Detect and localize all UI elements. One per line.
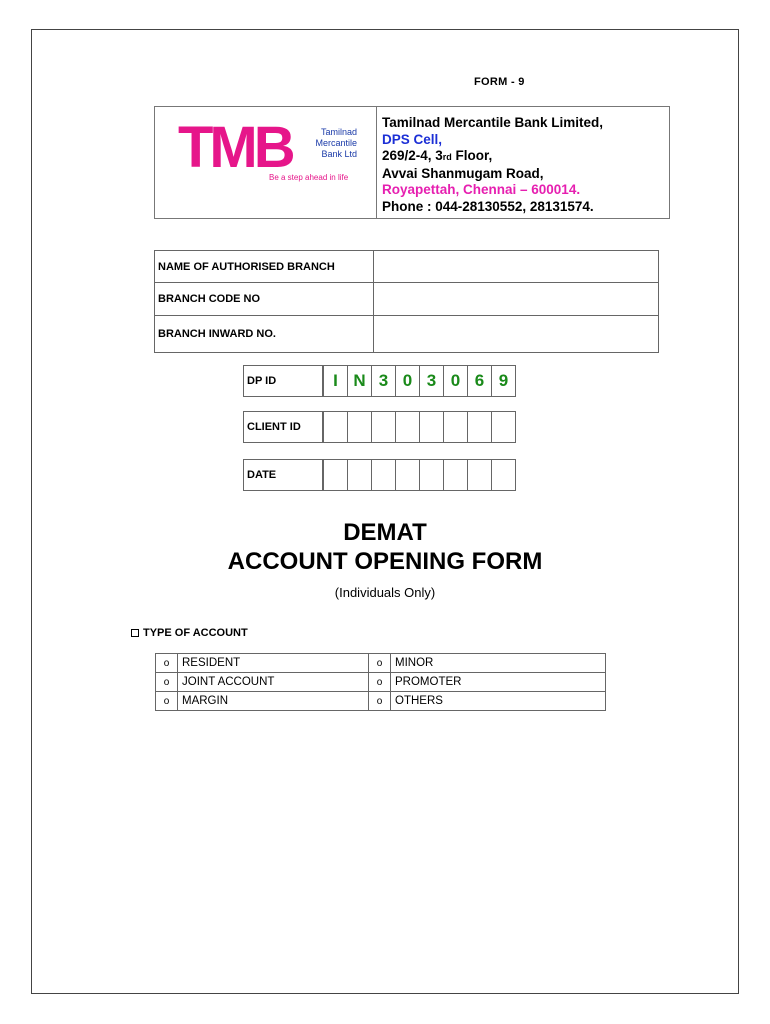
address-superscript: rd bbox=[442, 152, 452, 162]
account-option[interactable]: RESIDENT bbox=[178, 654, 369, 673]
dp-id-char: N bbox=[347, 365, 372, 397]
date-label: DATE bbox=[243, 459, 323, 491]
logo-sub-line: Mercantile bbox=[315, 138, 357, 148]
account-option[interactable]: MARGIN bbox=[178, 692, 369, 711]
branch-field-label: BRANCH CODE NO bbox=[155, 283, 374, 316]
date-box[interactable] bbox=[395, 459, 420, 491]
logo-sub-line: Bank Ltd bbox=[321, 149, 357, 159]
account-type-row bbox=[156, 692, 606, 711]
client-id-box[interactable] bbox=[419, 411, 444, 443]
dp-id-label: DP ID bbox=[243, 365, 323, 397]
date-box[interactable] bbox=[371, 459, 396, 491]
logo-bank-name bbox=[315, 127, 357, 160]
form-title-line2: ACCOUNT OPENING FORM bbox=[227, 548, 543, 575]
dp-id-char: I bbox=[323, 365, 348, 397]
type-of-account-heading bbox=[131, 627, 248, 639]
logo-sub-line: Tamilnad bbox=[320, 127, 357, 137]
type-of-account-label: TYPE OF ACCOUNT bbox=[143, 627, 248, 639]
dp-id-char: 6 bbox=[467, 365, 492, 397]
form-subtitle: (Individuals Only) bbox=[334, 585, 436, 600]
option-bullet-icon[interactable]: o bbox=[369, 673, 391, 692]
client-id-box[interactable] bbox=[395, 411, 420, 443]
address-line: Phone : 044-28130552, 28131574. bbox=[382, 198, 594, 214]
branch-code-field[interactable] bbox=[374, 283, 659, 316]
address-line: Avvai Shanmugam Road, bbox=[382, 165, 544, 181]
account-option[interactable]: OTHERS bbox=[391, 692, 606, 711]
header-divider bbox=[376, 107, 377, 218]
date-boxes bbox=[324, 459, 516, 491]
form-title-line1: DEMAT bbox=[343, 519, 427, 546]
branch-field-label: BRANCH INWARD NO. bbox=[155, 316, 374, 353]
branch-row bbox=[155, 283, 659, 316]
dp-id-char: 9 bbox=[491, 365, 516, 397]
date-box[interactable] bbox=[323, 459, 348, 491]
account-option[interactable]: JOINT ACCOUNT bbox=[178, 673, 369, 692]
account-option[interactable]: PROMOTER bbox=[391, 673, 606, 692]
branch-name-field[interactable] bbox=[374, 251, 659, 283]
option-bullet-icon[interactable]: o bbox=[156, 654, 178, 673]
client-id-box[interactable] bbox=[371, 411, 396, 443]
address-line: Royapettah, Chennai – 600014. bbox=[382, 182, 581, 197]
client-id-box[interactable] bbox=[347, 411, 372, 443]
logo-mark: TMB bbox=[178, 115, 292, 180]
address-line-part: 269/2-4, 3 bbox=[382, 148, 443, 163]
checkbox-square-icon bbox=[131, 629, 139, 637]
date-row bbox=[243, 459, 516, 491]
dp-id-char: 3 bbox=[419, 365, 444, 397]
bank-address bbox=[382, 115, 603, 215]
option-bullet-icon[interactable]: o bbox=[156, 692, 178, 711]
bank-header bbox=[154, 106, 670, 219]
tmb-logo bbox=[165, 115, 365, 185]
account-option[interactable]: MINOR bbox=[391, 654, 606, 673]
dp-id-char: 0 bbox=[395, 365, 420, 397]
client-id-box[interactable] bbox=[323, 411, 348, 443]
dp-id-char: 0 bbox=[443, 365, 468, 397]
date-box[interactable] bbox=[467, 459, 492, 491]
address-line: DPS Cell, bbox=[382, 131, 443, 147]
branch-row bbox=[155, 316, 659, 353]
client-id-box[interactable] bbox=[491, 411, 516, 443]
dp-id-boxes bbox=[324, 365, 516, 397]
client-id-boxes bbox=[324, 411, 516, 443]
logo-tagline: Be a step ahead in life bbox=[269, 173, 349, 182]
client-id-label: CLIENT ID bbox=[243, 411, 323, 443]
date-box[interactable] bbox=[419, 459, 444, 491]
client-id-row bbox=[243, 411, 516, 443]
branch-table bbox=[154, 250, 659, 353]
branch-field-label: NAME OF AUTHORISED BRANCH bbox=[155, 251, 374, 283]
option-bullet-icon[interactable]: o bbox=[369, 654, 391, 673]
client-id-box[interactable] bbox=[467, 411, 492, 443]
account-type-row bbox=[156, 654, 606, 673]
account-type-row bbox=[156, 673, 606, 692]
address-line: Tamilnad Mercantile Bank Limited, bbox=[382, 115, 604, 130]
date-box[interactable] bbox=[491, 459, 516, 491]
option-bullet-icon[interactable]: o bbox=[369, 692, 391, 711]
dp-id-row bbox=[243, 365, 516, 397]
account-type-table bbox=[155, 653, 606, 711]
form-number: FORM - 9 bbox=[474, 76, 525, 88]
client-id-box[interactable] bbox=[443, 411, 468, 443]
dp-id-char: 3 bbox=[371, 365, 396, 397]
date-box[interactable] bbox=[347, 459, 372, 491]
branch-row bbox=[155, 251, 659, 283]
address-line-part: Floor, bbox=[451, 148, 493, 163]
option-bullet-icon[interactable]: o bbox=[156, 673, 178, 692]
branch-inward-field[interactable] bbox=[374, 316, 659, 353]
address-line bbox=[382, 148, 603, 166]
date-box[interactable] bbox=[443, 459, 468, 491]
